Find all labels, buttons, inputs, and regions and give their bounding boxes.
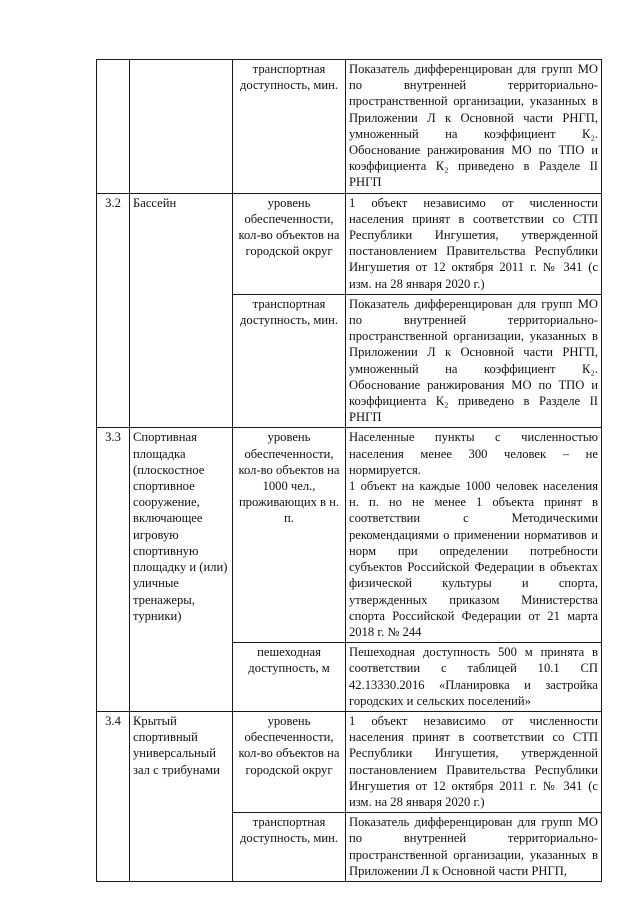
justification-cell: 1 объект независимо от численности населения принят в соответствии со СТП Республики Ингушетия, утвержденной постановлением Правительства Республики Ингушетия от 12 октября 2011 г. № 341 (с изм. на 28 января 2020 г.) bbox=[346, 711, 602, 812]
justification-cell: Показатель дифференцирован для групп МО по внутренней территориально-пространственной организации, указанных в Приложении Л к Основной части РНГП, bbox=[346, 813, 602, 882]
table-row bbox=[97, 60, 602, 194]
facility-name-cell bbox=[130, 60, 233, 194]
indicator-cell: транспортная доступность, мин. bbox=[233, 60, 346, 194]
table-row bbox=[97, 428, 602, 643]
table-row bbox=[97, 711, 602, 812]
document-page bbox=[96, 59, 601, 882]
justification-paragraph: 1 объект на каждые 1000 человек населения н. п. но не менее 1 объекта принят в соответствии с Методическими рекомендациями о применении нормативов и норм при определении потребности субъектов Российской Федерации в объектах физической культуры и спорта, утвержденных приказом Министерства спорта Российской Федерации от 21 марта 2018 г. № 244 bbox=[349, 479, 598, 639]
indicator-cell: транспортная доступность, мин. bbox=[233, 294, 346, 428]
table-row bbox=[97, 193, 602, 294]
row-number-cell: 3.3 bbox=[97, 428, 130, 711]
indicator-cell: уровень обеспеченности, кол-во объектов на городской округ bbox=[233, 711, 346, 812]
justification-cell: Показатель дифференцирован для групп МО по внутренней территориально-пространственной организации, указанных в Приложении Л к Основной части РНГП, умноженный на коэффициент К₂. Обоснование ранжирования МО по ТПО и коэффициента К₂ приведено в Разделе II РНГП bbox=[346, 60, 602, 194]
facility-name-cell: Крытый спортивный универсальный зал с трибунами bbox=[130, 711, 233, 881]
justification-paragraph: Населенные пункты с численностью населения менее 300 человек – не нормируется. bbox=[349, 430, 598, 477]
row-number-cell: 3.2 bbox=[97, 193, 130, 428]
justification-cell bbox=[346, 428, 602, 643]
justification-cell: 1 объект независимо от численности населения принят в соответствии со СТП Республики Ингушетия, утвержденной постановлением Правительства Республики Ингушетия от 12 октября 2011 г. № 341 (с изм. на 28 января 2020 г.) bbox=[346, 193, 602, 294]
norms-table bbox=[96, 59, 602, 882]
row-number-cell bbox=[97, 60, 130, 194]
justification-cell: Показатель дифференцирован для групп МО по внутренней территориально-пространственной организации, указанных в Приложении Л к Основной части РНГП, умноженный на коэффициент К₂. Обоснование ранжирования МО по ТПО и коэффициента К₂ приведено в Разделе II РНГП bbox=[346, 294, 602, 428]
facility-name-cell: Спортивная площадка (плоскостное спортивное сооружение, включающее игровую спортивную площадку и (или) уличные тренажеры, турники) bbox=[130, 428, 233, 711]
indicator-cell: уровень обеспеченности, кол-во объектов на 1000 чел., проживающих в н. п. bbox=[233, 428, 346, 643]
facility-name-cell: Бассейн bbox=[130, 193, 233, 428]
justification-cell: Пешеходная доступность 500 м принята в соответствии с таблицей 10.1 СП 42.13330.2016 «Планировка и застройка городских и сельских поселений» bbox=[346, 643, 602, 712]
row-number-cell: 3.4 bbox=[97, 711, 130, 881]
indicator-cell: транспортная доступность, мин. bbox=[233, 813, 346, 882]
indicator-cell: пешеходная доступность, м bbox=[233, 643, 346, 712]
indicator-cell: уровень обеспеченности, кол-во объектов на городской округ bbox=[233, 193, 346, 294]
